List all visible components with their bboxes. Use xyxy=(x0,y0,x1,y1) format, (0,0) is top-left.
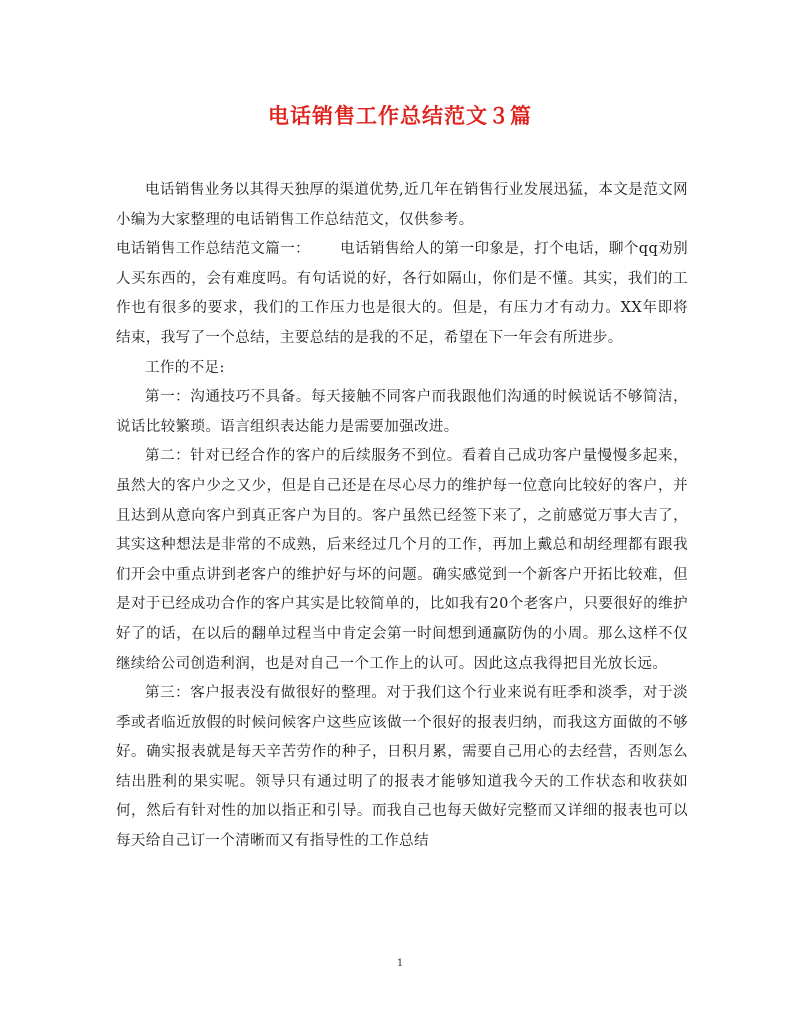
point-two-paragraph: 第二：针对已经合作的客户的后续服务不到位。看着自己成功客户量慢慢多起来，虽然大的客户少之又少，但是自己还是在尽心尽力的维护每一位意向比较好的客户，并且达到从意向客户到真正客户为目的。客户虽然已经签下来了，之前感觉万事大吉了，其实这种想法是非常的不成熟，后来经过几个月的工作，再加上戴总和胡经理都有跟我们开会中重点讲到老客户的维护好与坏的问题。确实感觉到一个新客户开拓比较难，但是对于已经成功合作的客户其实是比较简单的，比如我有20个老客户，只要很好的维护好了的话，在以后的翻单过程当中肯定会第一时间想到通赢防伪的小周。那么这样不仅继续给公司创造利润，也是对自己一个工作上的认可。因此这点我得把目光放长远。 xyxy=(116,448,688,672)
section-one-label: 电话销售工作总结范文篇一： xyxy=(116,241,311,258)
intro-paragraph: 电话销售业务以其得天独厚的渠道优势,近几年在销售行业发展迅猛，本文是范文网小编为大家整理的电话销售工作总结范文，仅供参考。 xyxy=(116,182,688,228)
section-one-paragraph xyxy=(116,235,688,353)
document-body xyxy=(116,176,688,857)
shortcomings-heading: 工作的不足: xyxy=(145,359,225,376)
section-one-text: 电话销售给人的第一印象是，打个电话，聊个qq劝别人买东西的，会有难度吗。有句话说的好，各行如隔山，你们是不懂。其实，我们的工作也有很多的要求，我们的工作压力也是很大的。但是，有压力才有动力。XX年即将结束，我写了一个总结，主要总结的是我的不足，希望在下一年会有所进步。 xyxy=(116,241,688,346)
point-three-paragraph: 第三：客户报表没有做很好的整理。对于我们这个行业来说有旺季和淡季，对于淡季或者临近放假的时候问候客户这些应该做一个很好的报表归纳，而我这方面做的不够好。确实报表就是每天辛苦劳作的种子，日积月累，需要自己用心的去经营，否则怎么结出胜利的果实呢。领导只有通过明了的报表才能够知道我今天的工作状态和收获如何，然后有针对性的加以指正和引导。而我自己也每天做好完整而又详细的报表也可以每天给自己订一个清晰而又有指导性的工作总结 xyxy=(116,685,688,850)
page-number: 1 xyxy=(396,958,404,969)
document-title: 电话销售工作总结范文３篇 xyxy=(268,103,532,128)
point-one-paragraph: 第一：沟通技巧不具备。每天接触不同客户而我跟他们沟通的时候说话不够简洁，说话比较繁琐。语言组织表达能力是需要加强改进。 xyxy=(116,389,688,435)
